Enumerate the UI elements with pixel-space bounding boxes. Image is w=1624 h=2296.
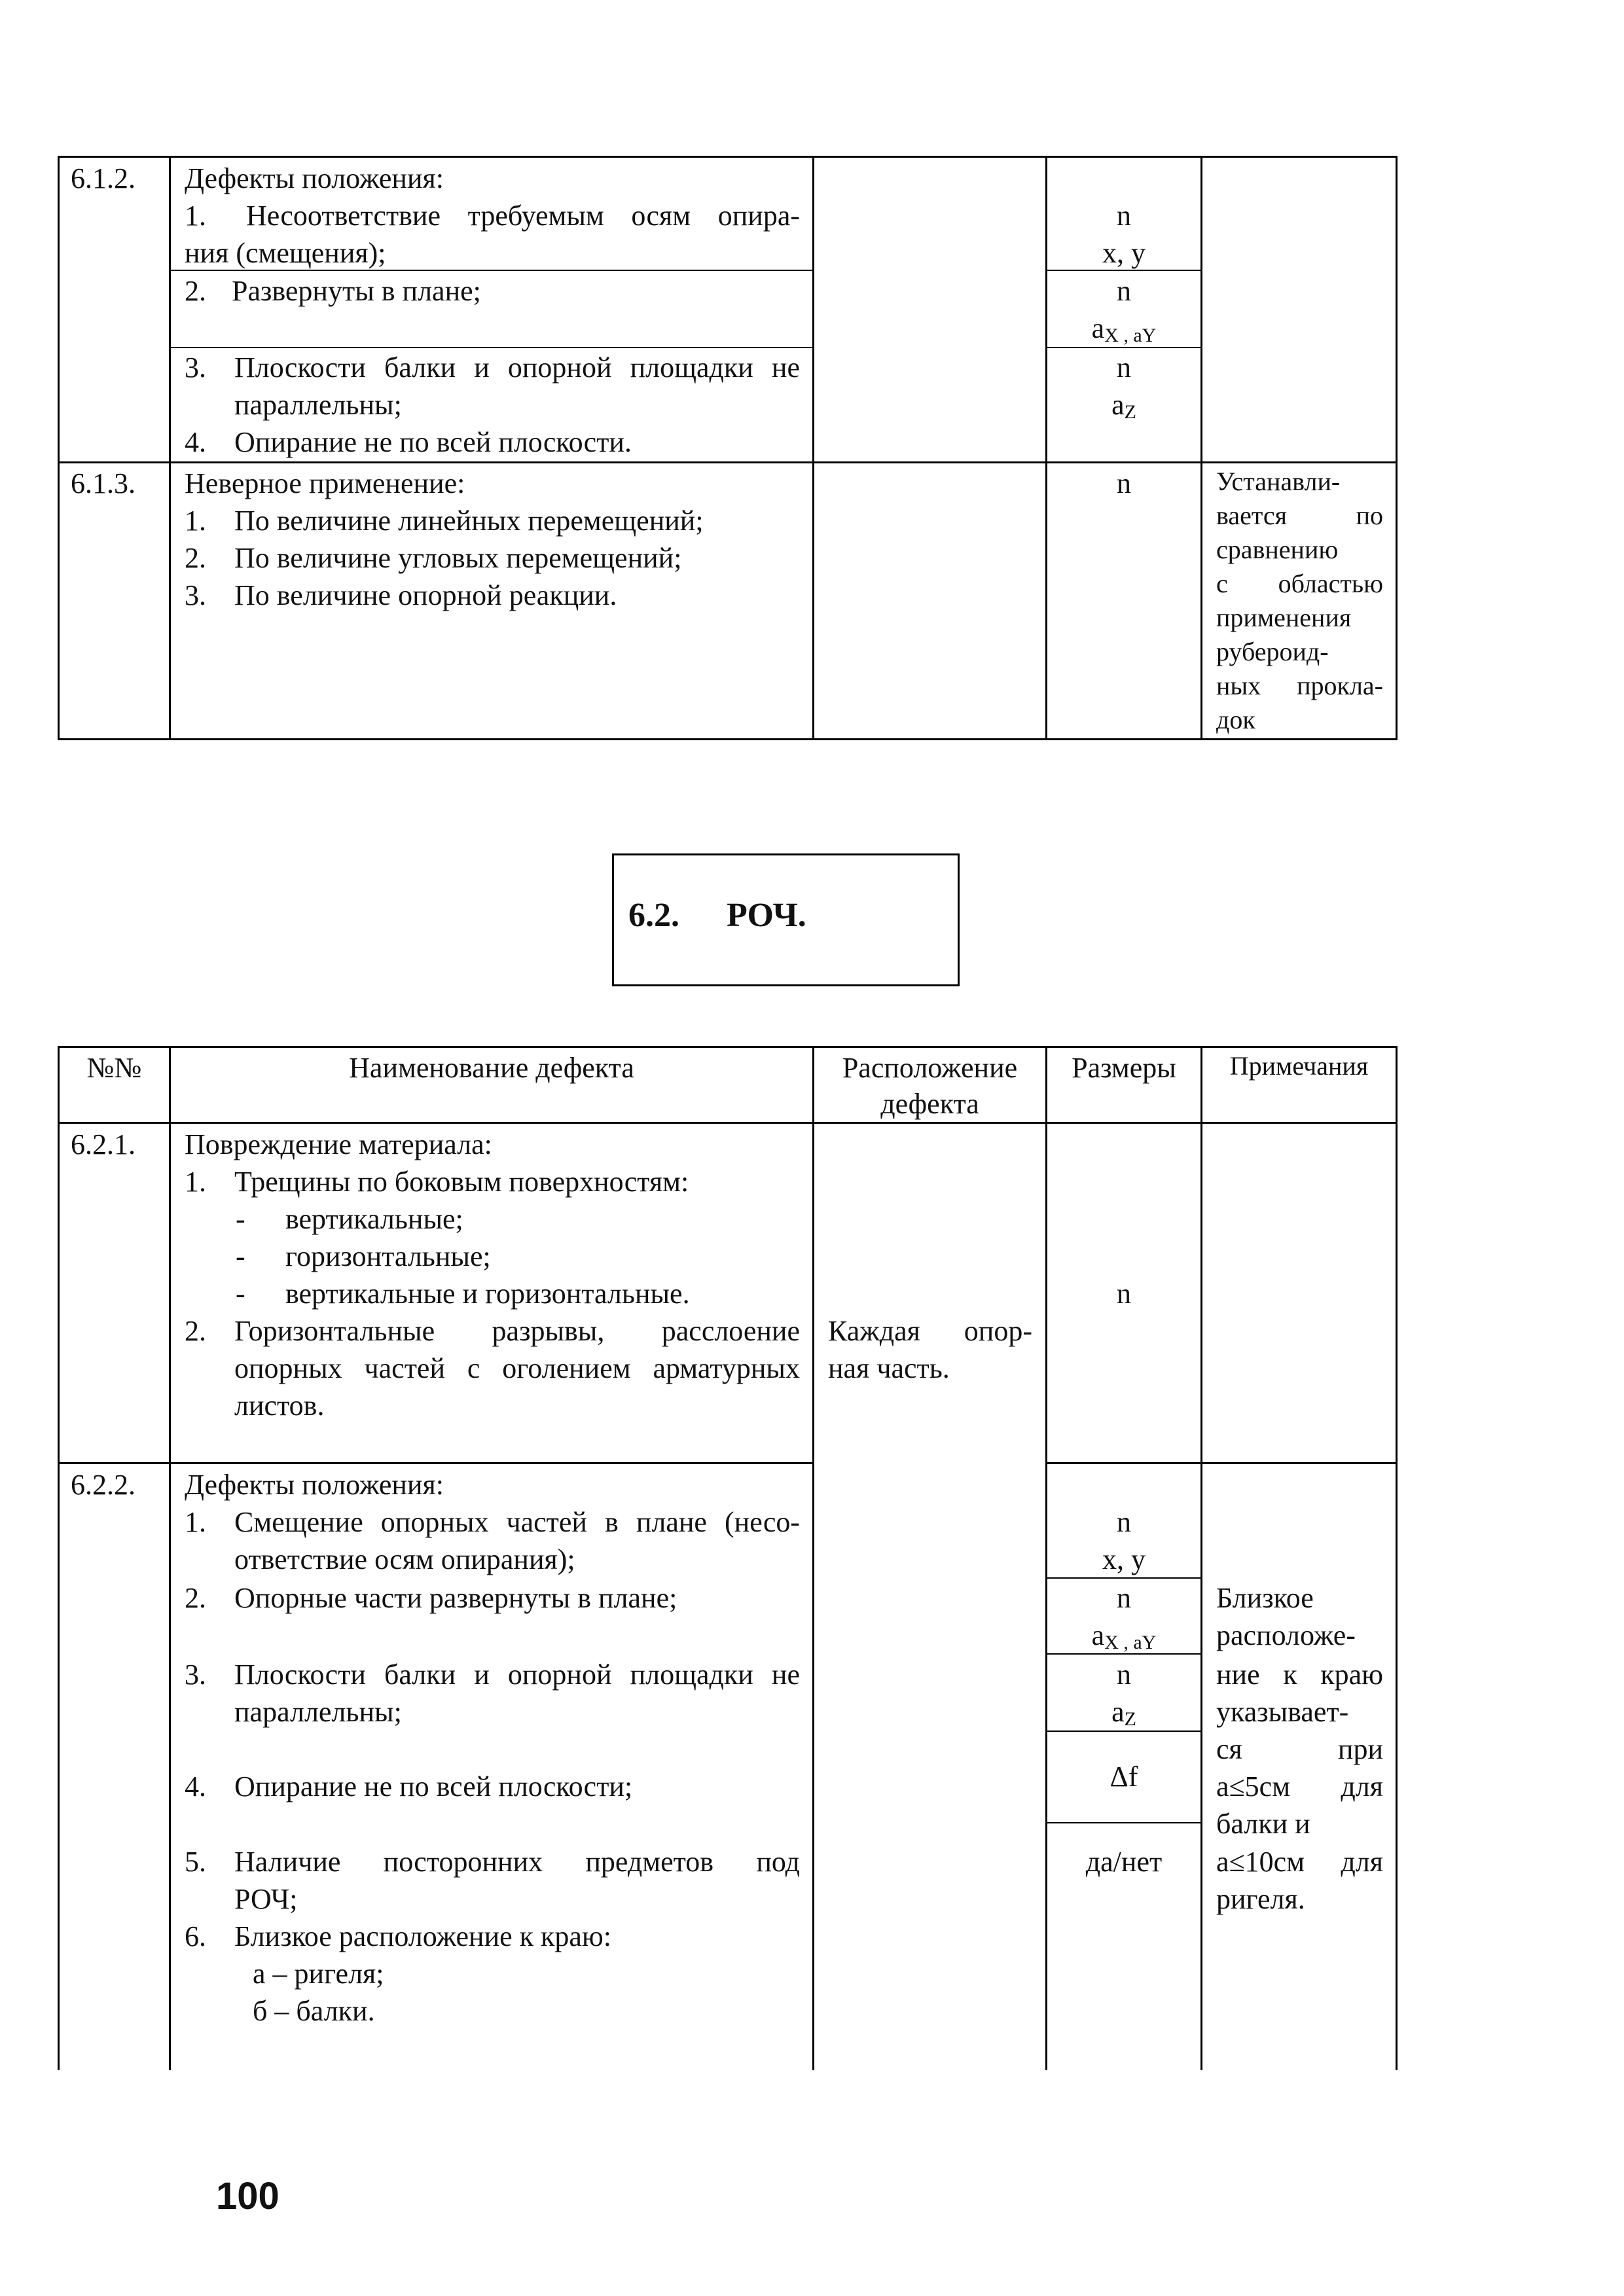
size-value: n bbox=[1117, 1506, 1131, 1538]
item-number: 4. bbox=[185, 426, 206, 458]
item-number: 6. bbox=[185, 1920, 206, 1952]
table-border bbox=[58, 1122, 1398, 1124]
item-text: Смещение опорных частей в плане (несо- bbox=[234, 1506, 800, 1538]
item-text: Близкое расположение к краю: bbox=[234, 1920, 612, 1952]
size-value: Δf bbox=[1110, 1761, 1138, 1793]
item-text: ответствие осям опирания); bbox=[234, 1543, 575, 1575]
note-text: ние к краю bbox=[1216, 1659, 1383, 1691]
item-text: По величине линейных перемещений; bbox=[234, 505, 704, 537]
table-border bbox=[58, 156, 1398, 158]
note-text: док bbox=[1216, 705, 1255, 734]
item-text: листов. bbox=[234, 1390, 325, 1422]
header-name: Наименование дефекта bbox=[349, 1052, 634, 1084]
item-text: опорных частей с оголением арматурных bbox=[234, 1352, 800, 1384]
item-text: Плоскости балки и опорной площадки не bbox=[234, 1659, 800, 1691]
size-value: n bbox=[1117, 467, 1131, 499]
item-text: Развернуты в плане; bbox=[232, 275, 481, 307]
item-text: По величине опорной реакции. bbox=[234, 579, 617, 611]
note-text: расположе- bbox=[1216, 1619, 1356, 1651]
size-value: n bbox=[1117, 351, 1131, 384]
item-text: По величине угловых перемещений; bbox=[234, 542, 682, 574]
table-border bbox=[1396, 1046, 1398, 2070]
size-value: x, y bbox=[1102, 237, 1146, 269]
row-number: 6.2.1. bbox=[71, 1128, 135, 1160]
header-number: №№ bbox=[86, 1052, 142, 1084]
item-number: 2. bbox=[185, 1582, 206, 1614]
sub-item: а – ригеля; bbox=[253, 1958, 384, 1990]
table-border bbox=[58, 738, 1398, 740]
item-number: 1. bbox=[185, 200, 206, 232]
note-text: вается по bbox=[1216, 501, 1383, 530]
size-value: $a_Z$ bbox=[1111, 389, 1136, 423]
item-text: параллельны; bbox=[234, 1696, 402, 1728]
item-text: Наличие посторонних предметов под bbox=[234, 1846, 800, 1878]
note-text: ригеля. bbox=[1216, 1883, 1305, 1915]
size-value: $a_{X , aY}$ bbox=[1091, 312, 1157, 346]
note-text: балки и bbox=[1216, 1808, 1310, 1840]
dash-marker: - bbox=[236, 1278, 245, 1310]
item-text: Горизонтальные разрывы, расслоение bbox=[234, 1315, 800, 1347]
item-text: Опирание не по всей плоскости. bbox=[234, 426, 632, 458]
row-title: Повреждение материала: bbox=[185, 1128, 492, 1160]
item-text: параллельны; bbox=[234, 389, 402, 421]
table-border bbox=[1045, 1462, 1398, 1464]
item-text: ния (смещения); bbox=[185, 237, 386, 269]
item-number: 1. bbox=[185, 505, 206, 537]
section-number: 6.2. bbox=[628, 897, 679, 934]
header-sizes: Размеры bbox=[1072, 1052, 1176, 1084]
item-number: 3. bbox=[185, 1659, 206, 1691]
note-text: применения bbox=[1216, 603, 1352, 632]
table-border bbox=[169, 1046, 171, 2070]
table-border bbox=[812, 156, 814, 740]
table-border bbox=[812, 1046, 814, 2070]
note-text: ся при bbox=[1216, 1733, 1383, 1765]
table-border bbox=[1200, 1046, 1202, 2070]
location-text: ная часть. bbox=[828, 1352, 950, 1384]
table-border bbox=[1045, 1822, 1202, 1823]
table-border bbox=[58, 156, 60, 740]
size-value: n bbox=[1117, 1582, 1131, 1614]
item-number: 1. bbox=[185, 1166, 206, 1198]
section-title-box bbox=[612, 853, 960, 986]
row-title: Дефекты положения: bbox=[185, 162, 444, 194]
page-number: 100 bbox=[216, 2175, 280, 2217]
item-number: 4. bbox=[185, 1770, 206, 1803]
note-text: рубероид- bbox=[1216, 637, 1329, 666]
table-border bbox=[58, 1046, 60, 2070]
table-border bbox=[58, 461, 1398, 463]
item-text: Плоскости балки и опорной площадки не bbox=[234, 351, 800, 384]
size-value: да/нет bbox=[1085, 1846, 1163, 1878]
note-text: с областью bbox=[1216, 569, 1383, 598]
size-value: n bbox=[1117, 200, 1131, 232]
row-title: Неверное применение: bbox=[185, 467, 465, 499]
dash-marker: - bbox=[236, 1203, 245, 1235]
section-title: РОЧ. bbox=[727, 897, 806, 934]
table-border bbox=[1396, 156, 1398, 740]
header-notes: Примечания bbox=[1229, 1051, 1369, 1081]
row-title: Дефекты положения: bbox=[185, 1469, 444, 1501]
note-text: Устанавли- bbox=[1216, 467, 1341, 496]
table-border bbox=[58, 1462, 814, 1464]
item-number: 3. bbox=[185, 351, 206, 384]
item-number: 5. bbox=[185, 1846, 206, 1878]
item-number: 2. bbox=[185, 275, 206, 307]
item-text: Опирание не по всей плоскости; bbox=[234, 1770, 633, 1803]
header-location: Расположение bbox=[842, 1052, 1018, 1084]
note-text: Близкое bbox=[1216, 1582, 1314, 1614]
note-text: сравнению bbox=[1216, 535, 1339, 564]
dash-item: вертикальные и горизонтальные. bbox=[285, 1278, 690, 1310]
size-value: n bbox=[1117, 1659, 1131, 1691]
size-value: x, y bbox=[1102, 1543, 1146, 1575]
size-value: n bbox=[1117, 275, 1131, 307]
size-value: n bbox=[1117, 1278, 1131, 1310]
size-value: $a_{X , aY}$ bbox=[1091, 1619, 1157, 1653]
row-number: 6.2.2. bbox=[71, 1469, 135, 1501]
item-text: РОЧ; bbox=[234, 1883, 298, 1915]
item-text: Несоответствие требуемым осям опира- bbox=[246, 200, 800, 232]
table-border bbox=[58, 1046, 1398, 1048]
location-text: Каждая опор- bbox=[828, 1315, 1032, 1347]
row-number: 6.1.2. bbox=[71, 162, 135, 194]
table-border bbox=[169, 347, 814, 348]
item-text: Опорные части развернуты в плане; bbox=[234, 1582, 677, 1614]
note-text: указывает- bbox=[1216, 1696, 1349, 1728]
note-text: a≤5см для bbox=[1216, 1770, 1383, 1803]
item-number: 2. bbox=[185, 542, 206, 574]
item-number: 1. bbox=[185, 1506, 206, 1538]
dash-item: горизонтальные; bbox=[285, 1240, 491, 1272]
header-location: дефекта bbox=[880, 1088, 979, 1120]
item-number: 2. bbox=[185, 1315, 206, 1347]
sub-item: б – балки. bbox=[253, 1995, 375, 2027]
note-text: a≤10см для bbox=[1216, 1846, 1383, 1878]
table-border bbox=[1200, 156, 1202, 740]
note-text: ных прокла- bbox=[1216, 671, 1383, 700]
dash-marker: - bbox=[236, 1240, 245, 1272]
item-number: 3. bbox=[185, 579, 206, 611]
dash-item: вертикальные; bbox=[285, 1203, 463, 1235]
size-value: $a_Z$ bbox=[1111, 1696, 1136, 1730]
row-number: 6.1.3. bbox=[71, 467, 135, 499]
table-border bbox=[169, 156, 171, 740]
item-text: Трещины по боковым поверхностям: bbox=[234, 1166, 689, 1198]
